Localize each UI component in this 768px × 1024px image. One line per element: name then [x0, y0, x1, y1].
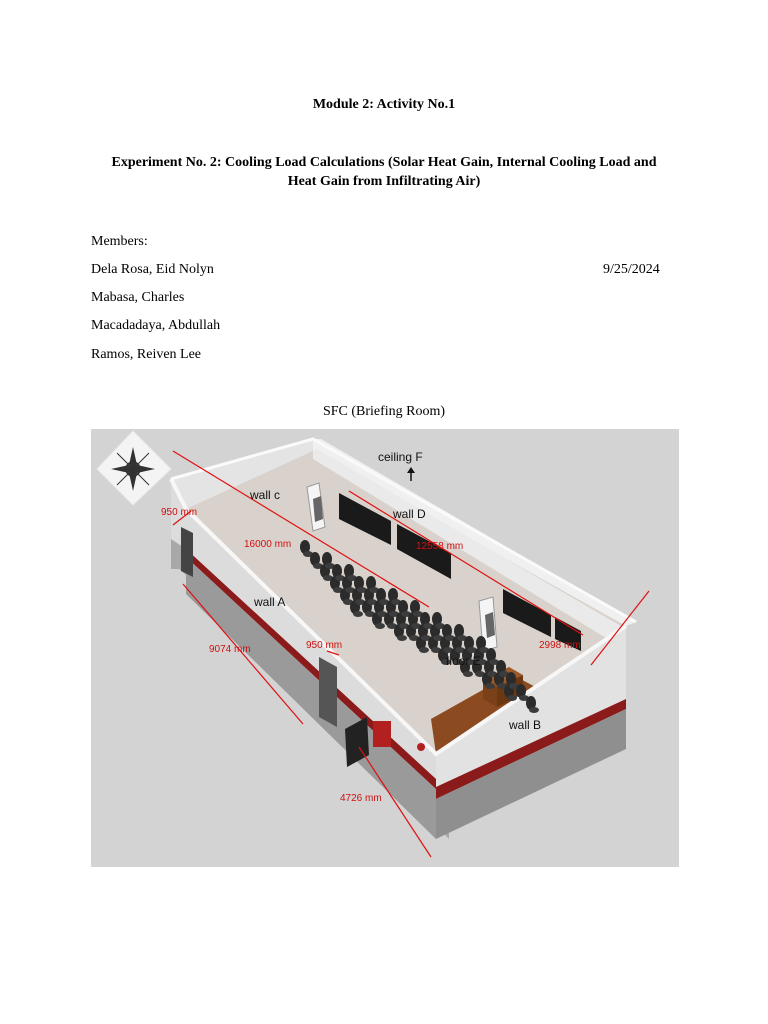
- dimension-12558: 12558 mm: [416, 541, 464, 552]
- members-heading: Members:: [91, 234, 148, 249]
- member-name: Ramos, Reiven Lee: [91, 347, 202, 362]
- wall-c-label: wall c: [250, 488, 281, 502]
- member-name: Mabasa, Charles: [91, 290, 185, 305]
- room-model-figure: [91, 429, 679, 867]
- report-date: 9/25/2024: [603, 262, 660, 277]
- dimension-4726: 4726 mm: [340, 793, 382, 804]
- figure-caption: SFC (Briefing Room): [322, 404, 446, 419]
- dimension-16000: 16000 mm: [244, 539, 292, 550]
- experiment-title-line1: Experiment No. 2: Cooling Load Calculations (Solar Heat Gain, Internal Cooling Load and: [111, 155, 657, 170]
- module-title: Module 2: Activity No.1: [312, 97, 456, 112]
- alarm-icon: [417, 743, 425, 751]
- floor-e-label: floor E: [446, 654, 481, 668]
- member-name: Macadadaya, Abdullah: [91, 318, 221, 333]
- wall-b-label: wall B: [509, 718, 542, 732]
- fire-cabinet: [373, 721, 391, 747]
- dimension-9074: 9074 mm: [209, 644, 251, 655]
- rear-door: [181, 527, 193, 577]
- wall-a-label: wall A: [254, 595, 286, 609]
- wall-d-label: wall D: [393, 507, 426, 521]
- room-model-drawing: [91, 429, 679, 867]
- side-door: [319, 657, 337, 727]
- dimension-950-top: 950 mm: [161, 507, 198, 518]
- dimension-950-mid: 950 mm: [306, 640, 343, 651]
- member-name: Dela Rosa, Eid Nolyn: [91, 262, 214, 277]
- experiment-title-line2: Heat Gain from Infiltrating Air): [287, 174, 481, 189]
- ceiling-label: ceiling F: [378, 450, 423, 464]
- dimension-right: 2998 mm: [539, 640, 581, 651]
